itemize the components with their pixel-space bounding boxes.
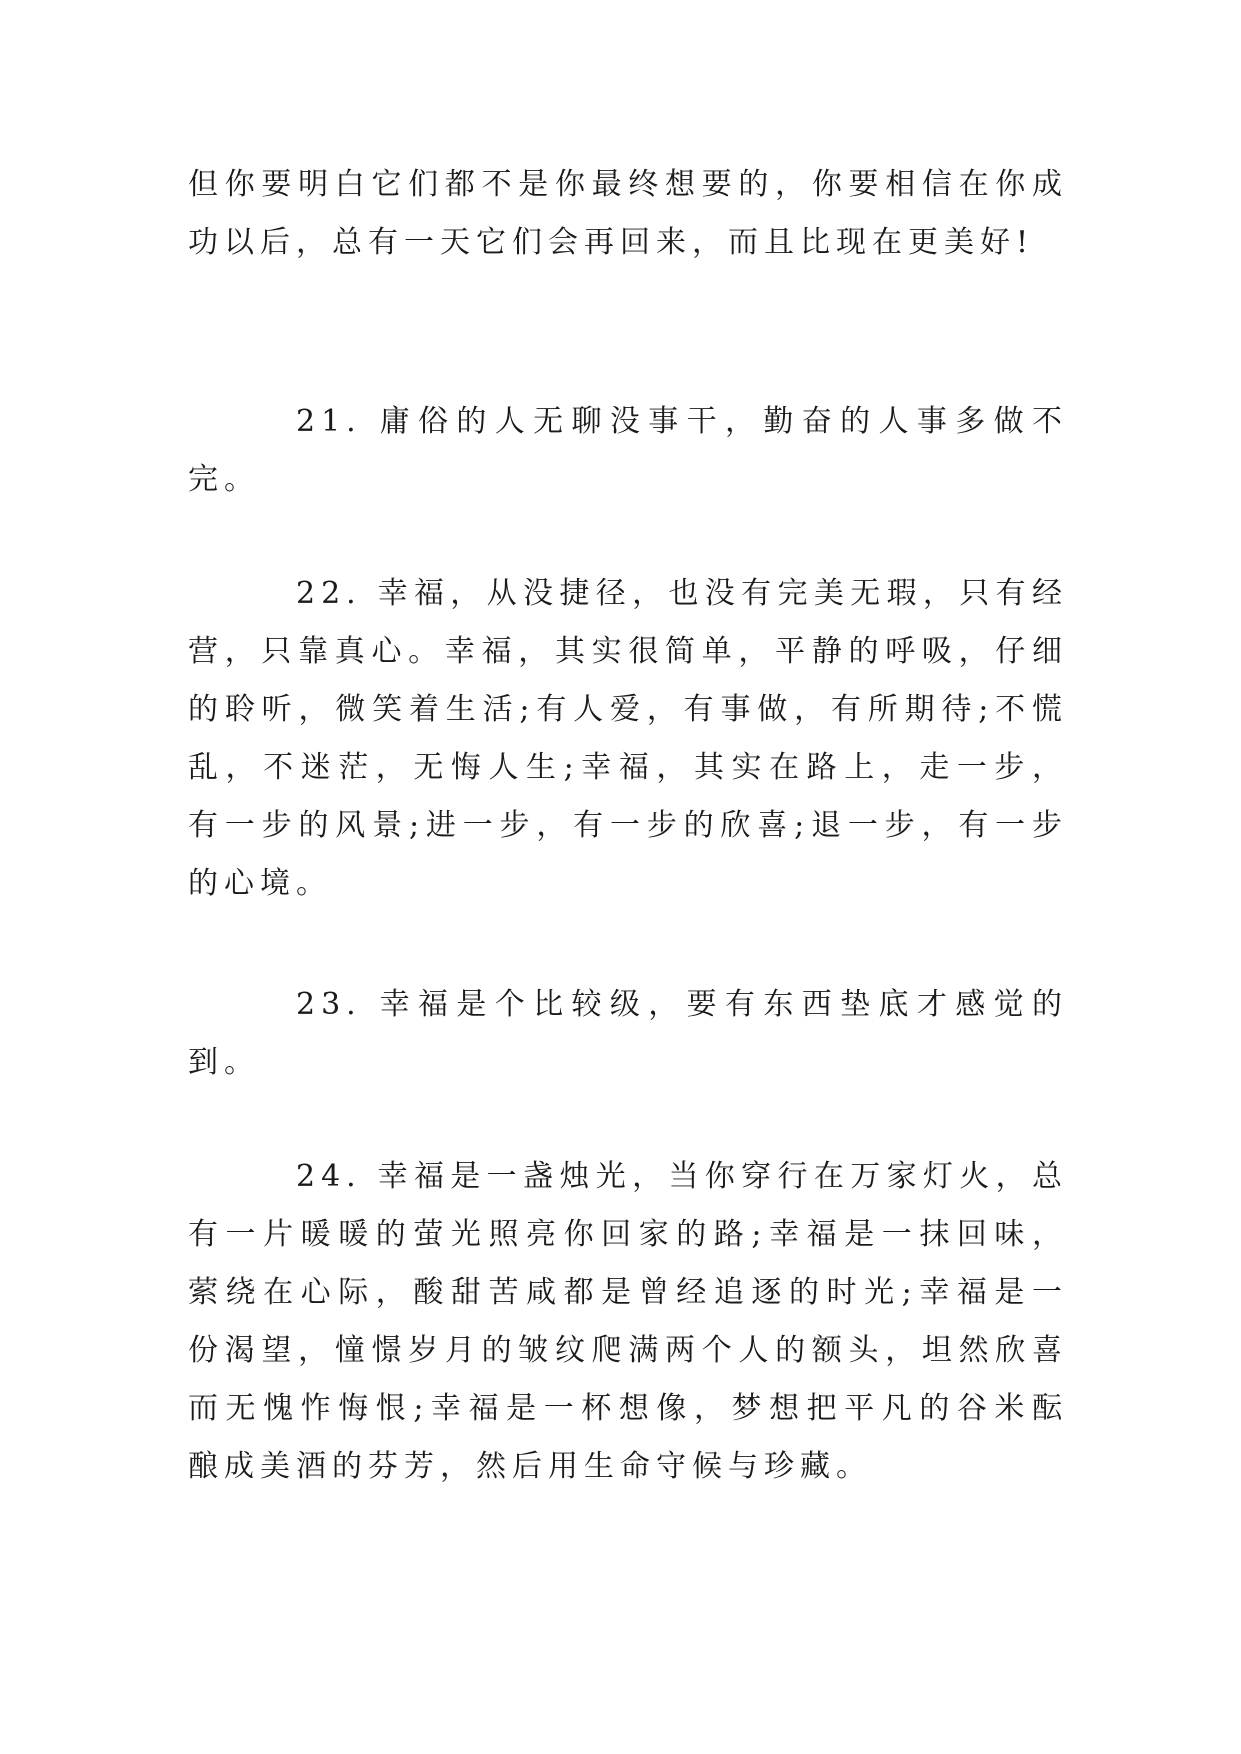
paragraph-item-21: 21. 庸俗的人无聊没事干，勤奋的人事多做不完。 — [188, 404, 1068, 497]
paragraph-item-22: 22. 幸福，从没捷径，也没有完美无瑕，只有经营，只靠真心。幸福，其实很简单，平静的呼吸，仔细的聆听，微笑着生活;有人爱，有事做，有所期待;不慌乱，不迷茫，无悔人生;幸福，其实在路上，走一步，有一步的风景;进一步，有一步的欣喜;退一步，有一步的心境。 — [188, 576, 1068, 901]
paragraph-item-24: 24. 幸福是一盏烛光，当你穿行在万家灯火，总有一片暖暖的萤光照亮你回家的路;幸福是一抹回味，萦绕在心际，酸甜苦咸都是曾经追逐的时光;幸福是一份渴望，憧憬岁月的皱纹爬满两个人的额头，坦然欣喜而无愧怍悔恨;幸福是一杯想像，梦想把平凡的谷米酝酿成美酒的芬芳，然后用生命守候与珍藏。 — [188, 1159, 1068, 1484]
paragraph-item-23: 23. 幸福是个比较级，要有东西垫底才感觉的到。 — [188, 987, 1068, 1080]
paragraph-continuation: 但你要明白它们都不是你最终想要的，你要相信在你成功以后，总有一天它们会再回来，而且比现在更美好! — [188, 167, 1068, 260]
